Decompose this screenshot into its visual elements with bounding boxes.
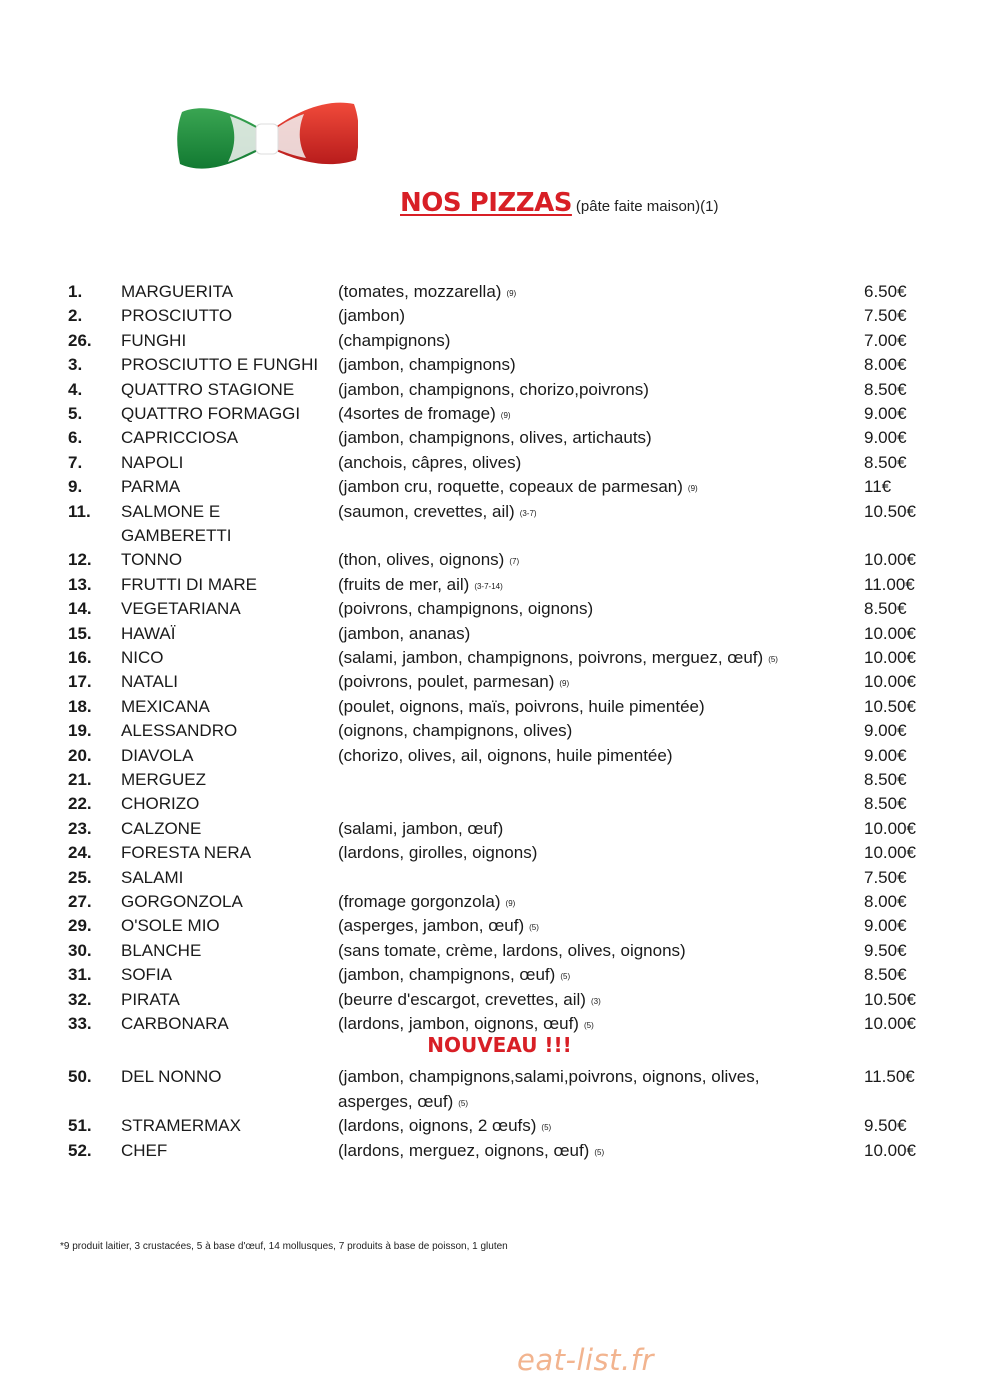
item-name: NAPOLI [121,452,184,472]
allergen-ref: (5) [768,655,778,664]
item-description [338,670,808,696]
allergen-ref: (9) [506,289,517,298]
item-ingredients: (jambon, ananas) [338,623,471,643]
item-price: 7.50€ [864,867,907,887]
item-price: 10.00€ [864,672,916,692]
item-price: 10.50€ [864,989,916,1009]
allergen-ref: (5) [541,1123,552,1133]
item-ingredients: (saumon, crevettes, ail) [338,501,515,521]
item-name: CAPRICCIOSA [121,428,239,448]
item-number: 25. [68,867,92,887]
allergen-ref: (5) [583,1021,594,1030]
item-name: O'SOLE MIO [121,916,220,936]
item-name: SALMONE E GAMBERETTI [121,501,232,545]
item-ingredients: (asperges, jambon, œuf) [338,916,525,936]
item-description [338,646,808,672]
item-number: 30. [68,940,92,960]
item-price: 10.00€ [864,550,916,570]
item-description [338,768,808,794]
item-name: CALZONE [121,818,202,838]
item-price: 8.00€ [864,355,907,375]
item-name: PROSCIUTTO E FUNGHI [121,355,319,375]
item-ingredients: (lardons, jambon, oignons, œuf) [338,1014,579,1033]
item-name: CARBONARA [121,1014,229,1033]
allergen-ref: (9) [559,679,570,689]
item-ingredients: (jambon, champignons) [338,355,516,375]
item-description [338,304,808,330]
item-ingredients: (poivrons, poulet, parmesan) [338,672,555,692]
item-price: 8.50€ [864,965,907,985]
item-name: PARMA [121,477,181,497]
allergen-ref: (9) [505,899,516,908]
item-name: QUATTRO FORMAGGI [121,404,301,423]
item-number: 4. [68,379,83,399]
item-name: VEGETARIANA [121,599,241,619]
item-description [338,451,808,477]
item-name: DIAVOLA [121,745,194,765]
item-price: 10.00€ [864,1014,916,1033]
item-ingredients: (salami, jambon, œuf) [338,818,504,838]
item-description [338,573,808,599]
item-number: 21. [68,770,92,789]
item-price: 9.50€ [864,940,907,960]
item-price: 10.50€ [864,696,916,716]
allergen-ref: (3-7) [519,508,537,518]
allergen-footnote: *9 produit laitier, 3 crustacées, 5 à base d'œuf, 14 mollusques, 7 produits à base de poisson, 1 gluten [60,1241,508,1252]
item-price: 9.00€ [864,404,907,423]
item-description [338,329,808,355]
item-number: 18. [68,696,92,716]
item-price: 6.50€ [864,282,907,301]
item-name: MARGUERITA [121,282,234,301]
item-ingredients: (champignons) [338,330,451,350]
item-number: 2. [68,306,83,326]
item-description [338,475,808,501]
item-number: 14. [68,599,92,619]
item-name: PROSCIUTTO [121,306,233,326]
item-price: 9.50€ [864,1116,907,1136]
item-description [338,622,808,648]
item-description [338,426,808,452]
item-ingredients: (tomates, mozzarella) [338,282,502,301]
menu-title: NOS PIZZAS [400,188,572,218]
item-ingredients: (oignons, champignons, olives) [338,721,573,741]
item-ingredients: (jambon, champignons, chorizo,poivrons) [338,379,649,399]
item-price: 11.50€ [864,1067,915,1087]
item-description [338,744,808,770]
item-price: 8.50€ [864,770,907,789]
item-ingredients: (jambon cru, roquette, copeaux de parmesan) [338,477,683,497]
item-ingredients: (thon, olives, oignons) [338,550,505,570]
item-name: GORGONZOLA [121,892,243,911]
item-description [338,695,808,721]
item-number: 33. [68,1014,92,1033]
item-description [338,548,808,574]
item-number: 15. [68,623,92,643]
item-description [338,914,808,940]
item-price: 11.00€ [864,574,915,594]
item-ingredients: (lardons, oignons, 2 œufs) [338,1116,537,1136]
item-ingredients: (lardons, merguez, oignons, œuf) [338,1140,590,1160]
item-number: 51. [68,1116,92,1136]
allergen-ref: (3-7-14) [474,581,503,591]
item-number: 22. [68,794,92,814]
item-price: 8.50€ [864,452,907,472]
item-name: SOFIA [121,965,173,985]
item-number: 1. [68,282,83,301]
allergen-ref: (9) [500,411,511,420]
item-number: 16. [68,648,92,667]
item-description [338,1114,808,1140]
item-price: 9.00€ [864,916,907,936]
item-name: QUATTRO STAGIONE [121,379,295,399]
item-description [338,719,808,745]
item-price: 8.50€ [864,379,907,399]
allergen-ref: (3) [590,996,601,1006]
item-ingredients: (sans tomate, crème, lardons, olives, oignons) [338,940,686,960]
item-price: 9.00€ [864,721,907,741]
item-number: 20. [68,745,92,765]
item-ingredients: (beurre d'escargot, crevettes, ail) [338,989,586,1009]
menu-header [400,188,718,218]
item-ingredients: (jambon, champignons,salami,poivrons, oignons, olives, asperges, œuf) [338,1067,760,1111]
item-price: 9.00€ [864,745,907,765]
item-number: 50. [68,1067,92,1087]
item-price: 11€ [864,477,892,497]
nouveau-label: NOUVEAU !!! [427,1033,572,1058]
item-name: FRUTTI DI MARE [121,574,257,594]
item-name: DEL NONNO [121,1067,222,1087]
allergen-ref: (7) [509,557,520,567]
item-number: 24. [68,843,92,863]
item-price: 9.00€ [864,428,907,448]
item-ingredients: (fromage gorgonzola) [338,892,501,911]
item-description [338,378,808,404]
item-price: 7.50€ [864,306,907,326]
allergen-ref: (5) [560,972,571,982]
item-price: 8.50€ [864,794,907,814]
item-name: HAWAÏ [121,623,176,643]
item-description [338,792,808,818]
item-ingredients: (jambon, champignons, olives, artichauts) [338,428,652,448]
item-ingredients: (lardons, girolles, oignons) [338,843,538,863]
item-description [338,402,808,428]
item-name: STRAMERMAX [121,1116,241,1136]
item-number: 27. [68,892,92,911]
item-price: 7.00€ [864,330,907,350]
item-number: 3. [68,355,83,375]
item-number: 19. [68,721,92,741]
item-name: BLANCHE [121,940,202,960]
item-name: TONNO [121,550,183,570]
item-number: 17. [68,672,92,692]
item-ingredients: (poivrons, champignons, oignons) [338,599,594,619]
item-number: 29. [68,916,92,936]
item-description [338,597,808,623]
item-price: 10.00€ [864,843,916,863]
item-description [338,1065,808,1116]
item-ingredients: (fruits de mer, ail) [338,574,470,594]
item-name: FORESTA NERA [121,843,252,863]
item-number: 9. [68,477,83,497]
item-description [338,841,808,867]
item-ingredients: (4sortes de fromage) [338,404,496,423]
item-number: 7. [68,452,83,472]
item-name: ALESSANDRO [121,721,238,741]
item-ingredients: (chorizo, olives, ail, oignons, huile pimentée) [338,745,673,765]
item-price: 10.00€ [864,623,916,643]
menu-subtitle: (pâte faite maison)(1) [575,198,719,215]
item-name: MEXICANA [121,696,210,716]
item-price: 10.00€ [864,818,916,838]
item-description [338,817,808,843]
item-price: 10.50€ [864,501,916,521]
item-number: 23. [68,818,92,838]
item-number: 5. [68,404,83,423]
item-description [338,280,808,306]
item-ingredients: (jambon) [338,306,406,326]
item-price: 10.00€ [864,1140,916,1160]
item-description [338,353,808,379]
item-number: 31. [68,965,92,985]
item-ingredients: (anchois, câpres, olives) [338,452,522,472]
allergen-ref: (5) [594,1147,605,1157]
watermark: eat-list.fr [517,1343,654,1377]
allergen-ref: (5) [458,1098,469,1108]
allergen-ref: (5) [529,923,539,933]
item-price: 8.00€ [864,892,907,911]
item-description [338,890,808,916]
item-ingredients: (poulet, oignons, maïs, poivrons, huile pimentée) [338,696,705,716]
item-number: 52. [68,1140,92,1160]
item-price: 10.00€ [864,648,916,667]
item-ingredients: (salami, jambon, champignons, poivrons, merguez, œuf) [338,648,764,667]
item-description [338,988,808,1014]
item-price: 8.50€ [864,599,907,619]
item-number: 26. [68,330,92,350]
item-name: NICO [121,648,164,667]
item-description [338,866,808,892]
bowtie-icon [176,100,358,176]
item-name: MERGUEZ [121,770,206,789]
item-description [338,939,808,965]
item-number: 6. [68,428,83,448]
item-number: 13. [68,574,92,594]
item-ingredients: (jambon, champignons, œuf) [338,965,556,985]
item-description [338,500,808,526]
item-name: CHORIZO [121,794,200,814]
item-description [338,963,808,989]
item-description [338,1139,808,1165]
item-name: SALAMI [121,867,184,887]
item-name: PIRATA [121,989,180,1009]
allergen-ref: (9) [687,484,698,494]
item-name: FUNGHI [121,330,187,350]
item-number: 12. [68,550,92,570]
item-number: 32. [68,989,92,1009]
item-name: CHEF [121,1140,168,1160]
item-number: 11. [68,501,91,521]
item-name: NATALI [121,672,178,692]
